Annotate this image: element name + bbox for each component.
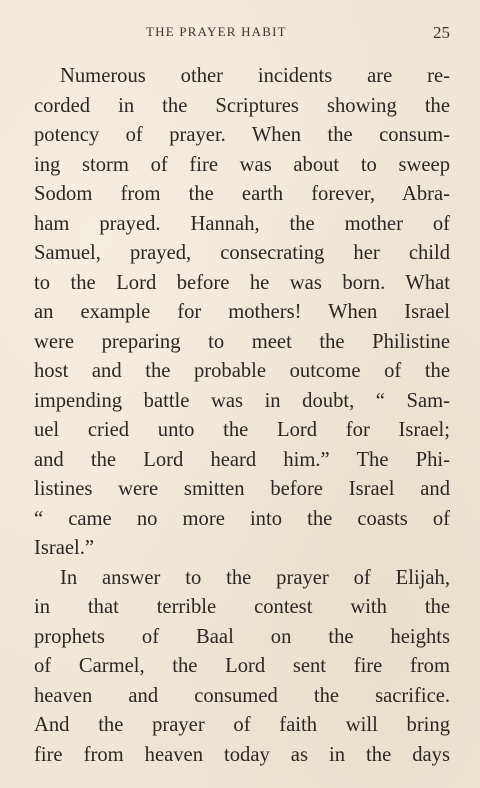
text-line: of Carmel, the Lord sent fire from — [34, 655, 450, 677]
text-line: to the Lord before he was born. What — [34, 271, 450, 294]
text-line: potency of prayer. When the consum- — [34, 124, 450, 146]
text-line: and the Lord heard him.” The Phi- — [34, 448, 450, 471]
body-text — [34, 62, 450, 770]
text-line: prophets of Baal on the heights — [34, 625, 450, 648]
text-line: ing storm of fire was about to sweep — [34, 153, 450, 176]
text-line: fire from heaven today as in the days — [34, 743, 450, 766]
text-line: Samuel, prayed, consecrating her child — [34, 242, 450, 264]
page-number: 25 — [433, 23, 450, 42]
text-line: Israel.” — [34, 537, 95, 559]
text-line: Sodom from the earth forever, Abra- — [34, 183, 450, 205]
text-line: And the prayer of faith will bring — [34, 714, 450, 736]
text-line: impending battle was in doubt, “ Sam- — [34, 389, 450, 412]
text-line: in that terrible contest with the — [34, 596, 450, 618]
text-line: were preparing to meet the Philistine — [34, 330, 450, 353]
text-line: host and the probable outcome of the — [34, 360, 450, 382]
text-line: ham prayed. Hannah, the mother of — [34, 212, 450, 235]
text-line: In answer to the prayer of Elijah, — [60, 566, 450, 589]
text-line: listines were smitten before Israel and — [34, 478, 450, 500]
running-title: THE PRAYER HABIT — [146, 24, 287, 39]
running-head — [0, 24, 480, 44]
text-line: Numerous other incidents are re- — [60, 65, 450, 87]
paragraph-2 — [34, 564, 450, 771]
text-line: uel cried unto the Lord for Israel; — [34, 419, 450, 441]
text-line: “ came no more into the coasts of — [34, 507, 450, 530]
text-line: heaven and consumed the sacrifice. — [34, 684, 450, 707]
paragraph-1 — [34, 62, 450, 564]
text-line: an example for mothers! When Israel — [34, 301, 450, 323]
text-line: corded in the Scriptures showing the — [34, 94, 450, 117]
